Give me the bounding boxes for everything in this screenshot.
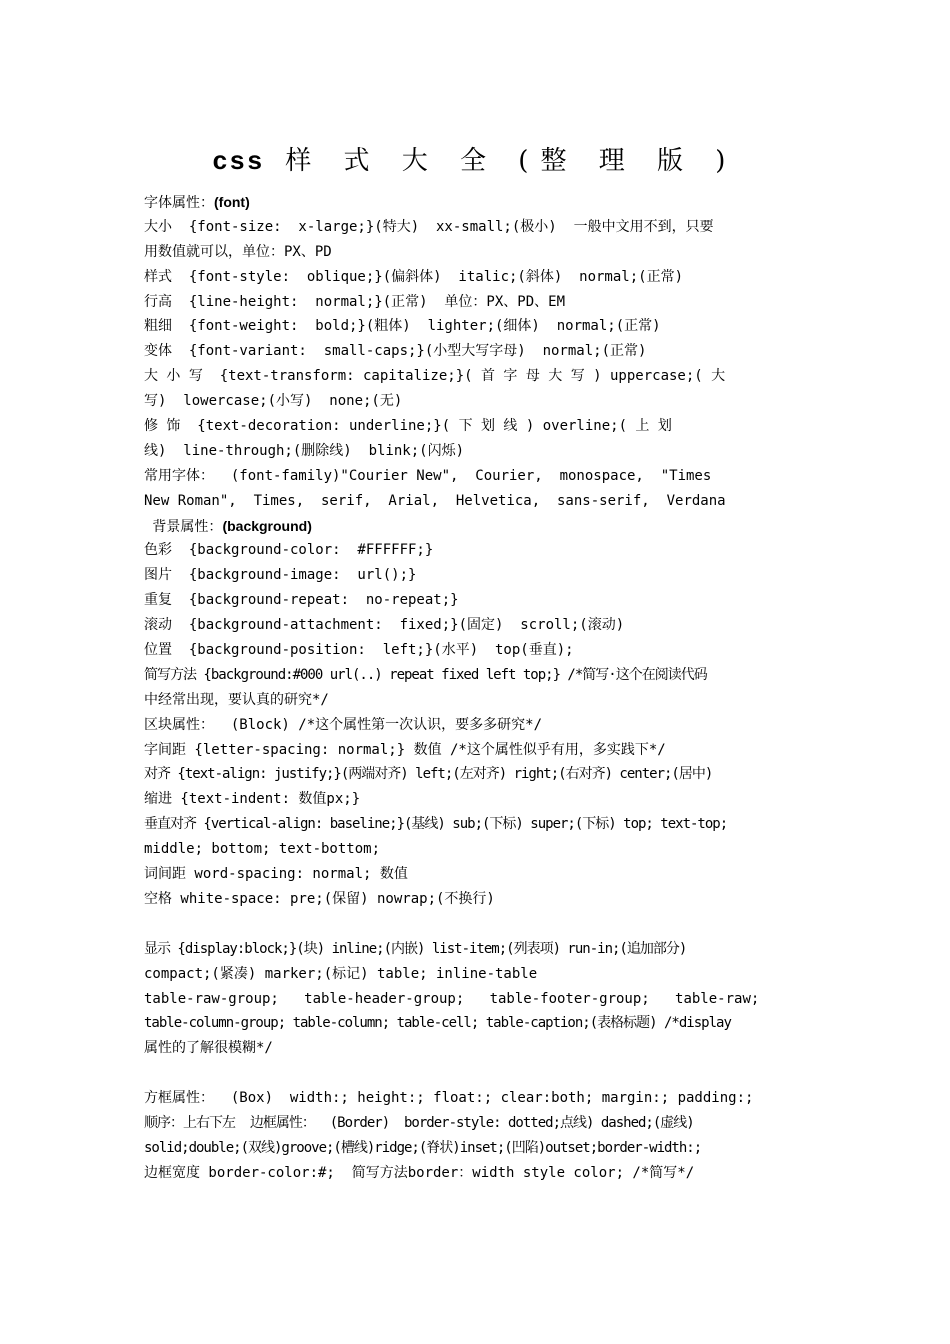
text-line: 重复 {background-repeat: no-repeat;} bbox=[144, 592, 459, 609]
text-line: 图片 {background-image: url();} bbox=[144, 567, 417, 584]
text-line: 区块属性： (Block) /*这个属性第一次认识，要多多研究*/ bbox=[144, 716, 543, 733]
text-line: compact;(紧凑) marker;(标记) table; inline-table bbox=[144, 965, 538, 982]
text-line: 中经常出现，要认真的研究*/ bbox=[144, 691, 329, 708]
section-heading-keyword: (background) bbox=[222, 517, 312, 534]
text-line: 大 小 写 {text-transform: capitalize;}( 首 字 母 大 写 ) uppercase;( 大 bbox=[144, 368, 726, 385]
text-line: 垂直对齐 {vertical-align: baseline;}(基线) sub;(下标) super;(下标) top; text-top; bbox=[144, 816, 728, 833]
text-line: 粗细 {font-weight: bold;}(粗体) lighter;(细体) normal;(正常) bbox=[144, 318, 661, 335]
title-css: css bbox=[212, 145, 265, 175]
section-heading-label: 字体属性： bbox=[144, 195, 214, 211]
text-line: 滚动 {background-attachment: fixed;}(固定) scroll;(滚动) bbox=[144, 617, 625, 634]
section-heading-keyword: (font) bbox=[214, 194, 250, 210]
document-body bbox=[144, 190, 816, 1186]
text-line: 修 饰 {text-decoration: underline;}( 下 划 线 ) overline;( 上 划 bbox=[144, 418, 672, 435]
text-line: 变体 {font-variant: small-caps;}(小型大写字母) normal;(正常) bbox=[144, 343, 647, 360]
text-line: 属性的了解很模糊*/ bbox=[144, 1040, 273, 1057]
section-heading bbox=[144, 190, 816, 215]
blank-line bbox=[144, 912, 816, 937]
text-line: 顺序：上右下左 边框属性： (Border) border-style: dotted;点线) dashed;(虚线) bbox=[144, 1114, 694, 1131]
text-line: 显示 {display:block;}(块) inline;(内嵌) list-item;(列表项) run-in;(追加部分) bbox=[144, 940, 687, 957]
text-line: 空格 white-space: pre;(保留) nowrap;(不换行) bbox=[144, 890, 495, 907]
text-line: 用数值就可以，单位：PX、PD bbox=[144, 243, 332, 260]
text-line: 简写方法 {background:#000 url(..) repeat fixed left top;} /*简写·这个在阅读代码 bbox=[144, 666, 707, 683]
text-line: 位置 {background-position: left;}(水平) top(垂直); bbox=[144, 642, 574, 659]
text-line: 线) line-through;(删除线) blink;(闪烁) bbox=[144, 442, 465, 459]
text-line: 方框属性： (Box) width:; height:; float:; clear:both; margin:; padding:; bbox=[144, 1090, 754, 1107]
title-rest: 样 式 大 全 (整 理 版 ) bbox=[285, 146, 738, 176]
section-heading bbox=[144, 514, 816, 539]
text-line: 字间距 {letter-spacing: normal;} 数值 /*这个属性似乎有用，多实践下*/ bbox=[144, 741, 666, 758]
text-line: 词间距 word-spacing: normal; 数值 bbox=[144, 866, 408, 883]
blank-line bbox=[144, 1061, 816, 1086]
section-heading-label: 背景属性： bbox=[144, 518, 223, 535]
text-line: 写) lowercase;(小写) none;(无) bbox=[144, 393, 403, 410]
text-line: New Roman", Times, serif, Arial, Helvetica, sans-serif, Verdana bbox=[144, 492, 726, 509]
text-line: 行高 {line-height: normal;}(正常) 单位：PX、PD、EM bbox=[144, 293, 566, 310]
text-line: 大小 {font-size: x-large;}(特大) xx-small;(极小) 一般中文用不到，只要 bbox=[144, 218, 714, 235]
text-line: 色彩 {background-color: #FFFFFF;} bbox=[144, 542, 434, 559]
text-line: 常用字体： (font-family)"Courier New", Courier, monospace, "Times bbox=[144, 467, 712, 484]
text-line: solid;double;(双线)groove;(槽线)ridge;(脊状)inset;(凹陷)outset;border-width:; bbox=[144, 1139, 702, 1156]
text-line: 对齐 {text-align: justify;}(两端对齐) left;(左对齐) right;(右对齐) center;(居中) bbox=[144, 766, 713, 783]
text-line: 边框宽度 border-color:#; 简写方法border：width style color; /*简写*/ bbox=[144, 1164, 695, 1181]
page-title bbox=[0, 140, 950, 177]
text-line: 缩进 {text-indent: 数值px;} bbox=[144, 791, 361, 808]
text-line: 样式 {font-style: oblique;}(偏斜体) italic;(斜体) normal;(正常) bbox=[144, 268, 684, 285]
text-line: table-column-group; table-column; table-cell; table-caption;(表格标题) /*display bbox=[144, 1015, 731, 1032]
text-line: middle; bottom; text-bottom; bbox=[144, 841, 381, 858]
text-line: table-raw-group; table-header-group; table-footer-group; table-raw; bbox=[144, 990, 760, 1007]
